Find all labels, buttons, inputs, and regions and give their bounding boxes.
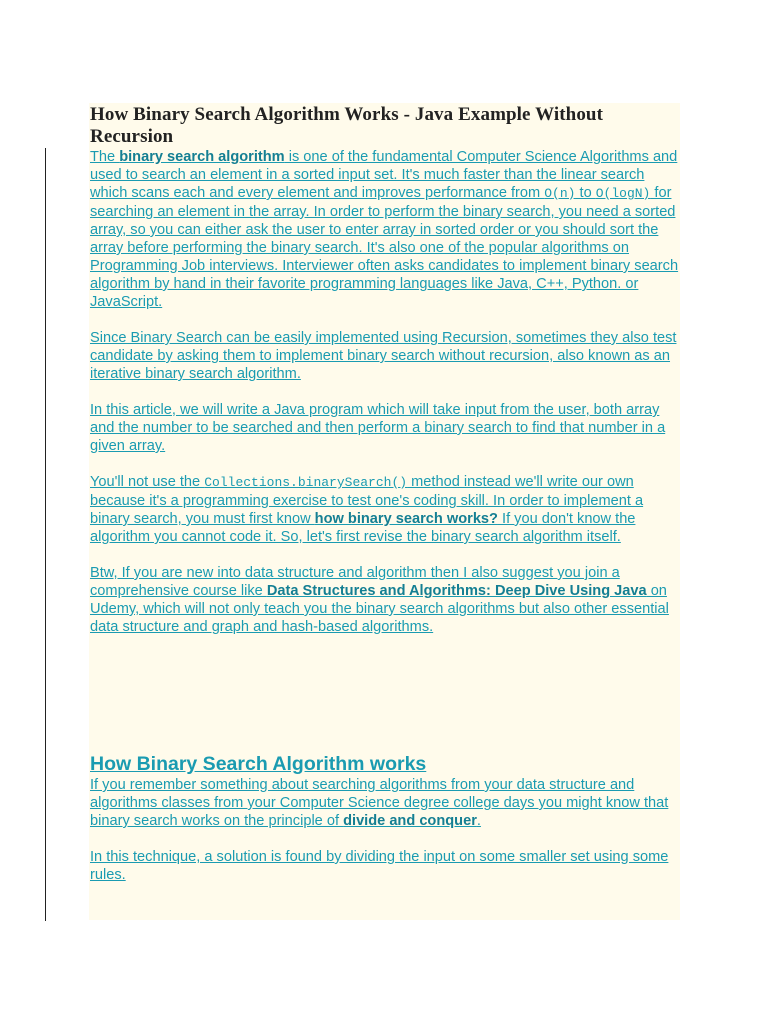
text-span: method instead we'll write our own because it's a programming exercise to test one's coding skill. In order to implement a binary search, you must first know (90, 474, 644, 527)
text-span: If you remember something about searching algorithms from your data structure and algorithms classes from your Computer Science degree college days you might know that binary search works on the principle of (90, 777, 669, 829)
text-span: Btw, If you are new into data structure and algorithm then I also suggest you join a comprehensive course like (90, 565, 620, 599)
article-content (90, 104, 680, 884)
paragraph-intro[interactable] (90, 148, 680, 311)
bold-link-binary-search-algorithm[interactable]: binary search algorithm (119, 149, 285, 165)
paragraph-divide-conquer[interactable] (90, 776, 680, 830)
bold-divide-and-conquer: divide and conquer (343, 813, 477, 829)
text-span: If you don't know the algorithm you cannot code it. So, let's first revise the binary search algorithm itself. (90, 511, 636, 545)
text-span: to (575, 185, 596, 201)
article-title: How Binary Search Algorithm Works - Java Example Without Recursion (90, 104, 604, 147)
paragraph-course[interactable] (90, 564, 680, 636)
paragraph-technique[interactable]: In this technique, a solution is found by dividing the input on some smaller set using some rules. (90, 849, 669, 883)
code-o-n: O(n) (544, 186, 576, 201)
paragraph-article-intro[interactable]: In this article, we will write a Java program which will take input from the user, both array and the number to be searched and then perform a binary search to find that number in a given array. (90, 402, 666, 454)
paragraph-collections[interactable] (90, 473, 680, 546)
bold-how-binary-search-works: how binary search works? (314, 511, 498, 527)
section-heading[interactable]: How Binary Search Algorithm works (90, 753, 427, 775)
text-span: . (476, 813, 481, 829)
text-span: You'll not use the (90, 474, 205, 490)
code-collections-binarysearch: Collections.binarySearch() (204, 475, 408, 490)
text-span: is one of the fundamental Computer Science Algorithms and used to search an element in a sorted input set. It's much faster than the linear search which scans each and every element and improves performance from (90, 149, 678, 201)
left-margin-rule (45, 148, 46, 921)
bold-link-course[interactable]: Data Structures and Algorithms: Deep Dive Using Java (266, 583, 647, 599)
text-span: for searching an element in the array. In order to perform the binary search, you need a sorted array, so you can either ask the user to enter array in sorted order or you should sort the array before performing the binary search. It's also one of the popular algorithms on Programming Job interviews. Interviewer often asks candidates to implement binary search algorithm by hand in their favorite programming languages like Java, C++, Python. or JavaScript. (90, 185, 679, 310)
text-span: The (90, 149, 120, 165)
paragraph-recursion[interactable]: Since Binary Search can be easily implemented using Recursion, sometimes they also test candidate by asking them to implement binary search without recursion, also known as an iterative binary search algorithm. (90, 330, 677, 382)
code-o-logn: O(logN) (595, 186, 651, 201)
text-span: on Udemy, which will not only teach you the binary search algorithms but also other essential data structure and graph and hash-based algorithms. (90, 583, 669, 635)
